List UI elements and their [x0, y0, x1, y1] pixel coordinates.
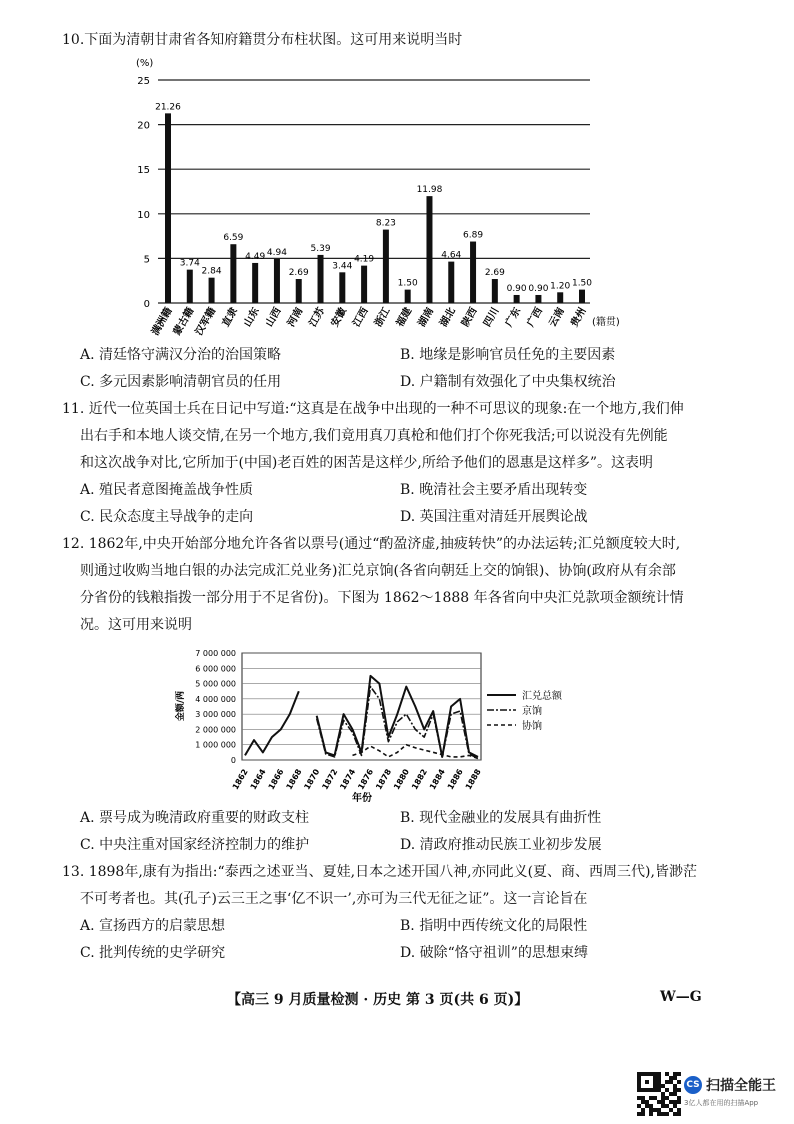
line-x-tick-label: 1878: [374, 767, 394, 792]
bar-value-label: 11.98: [416, 185, 443, 196]
bar-value-label: 21.26: [155, 102, 181, 113]
bar-value-label: 4.49: [245, 251, 266, 262]
line-x-tick-label: 1864: [248, 767, 268, 792]
bar-y-tick-label: 5: [143, 254, 150, 266]
q12-line-3: 分省份的钱粮指拨一部分用于不足省份)。下图为 1862～1888 年各省向中央汇兑款项金额统计情: [80, 590, 684, 606]
bar-category-label: 河南: [285, 306, 306, 329]
bar-value-label: 3.74: [179, 258, 200, 269]
bar-value-label: 6.59: [223, 233, 244, 244]
line-x-axis-label: 年份: [352, 793, 372, 804]
q13-option-c[interactable]: C. 批判传统的史学研究: [80, 945, 226, 961]
bar: [361, 266, 367, 303]
bar-category-label: 四川: [481, 306, 502, 329]
line-x-tick-label: 1884: [427, 767, 447, 792]
footer-code: W—G: [660, 989, 702, 1005]
bar-value-label: 4.64: [441, 250, 462, 261]
line-x-tick-label: 1886: [445, 767, 465, 792]
q11-option-d[interactable]: D. 英国注重对清廷开展舆论战: [400, 509, 588, 525]
line-y-tick-label: 5 000 000: [195, 679, 236, 689]
bar-category-label: 湖北: [438, 306, 458, 329]
bar-value-label: 5.39: [310, 243, 331, 254]
bar-category-label: 安徽: [329, 306, 349, 329]
bar: [209, 278, 215, 303]
qr-code-icon: [637, 1072, 681, 1116]
line-y-tick-label: 1 000 000: [195, 740, 236, 750]
q11-option-a[interactable]: A. 殖民者意图掩盖战争性质: [80, 482, 254, 498]
line-y-tick-label: 2 000 000: [195, 725, 236, 735]
bar-category-label: 满洲籍: [150, 306, 175, 338]
q11-option-c[interactable]: C. 民众态度主导战争的走向: [80, 509, 254, 525]
line-x-tick-label: 1872: [320, 767, 340, 792]
bar-value-label: 6.89: [463, 230, 484, 241]
q12-option-c[interactable]: C. 中央注重对国家经济控制力的维护: [80, 837, 310, 853]
bar-category-label: 云南: [547, 306, 567, 329]
line-y-tick-label: 0: [230, 756, 236, 765]
bar-value-label: 1.50: [571, 278, 593, 289]
q12-line-2: 则通过收购当地白银的办法完成汇兑业务)汇兑京饷(各省向朝廷上交的饷银)、协饷(政府从有余部: [80, 563, 676, 579]
line-x-tick-label: 1868: [284, 767, 304, 792]
q12-line-1: 12. 1862年,中央开始部分地允许各省以票号(通过“酌盈济虚,抽疲转快”的办法运转;汇兑额度较大时,: [62, 536, 681, 552]
q12-option-b[interactable]: B. 现代金融业的发展具有曲折性: [400, 810, 602, 826]
bar-value-label: 8.23: [375, 218, 396, 229]
q11-line-1: 11. 近代一位英国士兵在日记中写道:“这真是在战争中出现的一种不可思议的现象:在一个地方,我们伸: [62, 401, 684, 417]
bar-y-tick-label: 10: [137, 209, 150, 221]
bar-category-label: 贵州: [569, 306, 589, 329]
bar-category-label: 江苏: [307, 306, 328, 329]
bar: [579, 290, 585, 303]
line-y-tick-label: 3 000 000: [195, 710, 236, 720]
bar-category-label: 江西: [351, 306, 371, 329]
bar: [339, 272, 345, 303]
bar-value-label: 0.90: [506, 283, 527, 294]
line-x-tick-label: 1874: [338, 767, 358, 792]
bar: [165, 113, 171, 303]
bar-value-label: 2.84: [201, 266, 222, 277]
bar-x-axis-label: (籍贯): [592, 317, 620, 328]
legend-label: 汇兑总额: [522, 691, 562, 702]
q12-option-d[interactable]: D. 清政府推动民族工业初步发展: [400, 837, 602, 853]
line-x-tick-label: 1862: [230, 767, 250, 792]
bar-y-tick-label: 25: [137, 76, 150, 87]
bar-y-tick-label: 15: [137, 165, 150, 177]
bar: [514, 295, 520, 303]
line-y-axis-label: 金额/两: [176, 690, 186, 722]
bar-category-label: 蒙古籍: [171, 306, 197, 338]
bar-category-label: 广东: [503, 306, 524, 329]
bar: [426, 196, 432, 303]
q12-line-4: 况。这可用来说明: [80, 617, 192, 633]
legend-label: 京饷: [522, 706, 542, 717]
scanner-app-name: 扫描全能王: [706, 1078, 776, 1094]
q13-option-a[interactable]: A. 宣扬西方的启蒙思想: [80, 918, 226, 934]
q11-line-2: 出右手和本地人谈交情,在另一个地方,我们竟用真刀真枪和他们打个你死我活;可以说没有先例能: [80, 428, 668, 444]
q10-option-b[interactable]: B. 地缘是影响官员任免的主要因素: [400, 347, 616, 363]
bar-value-label: 0.90: [528, 283, 549, 294]
line-x-tick-label: 1870: [302, 767, 322, 792]
q10-stem: 10.下面为清朝甘肃省各知府籍贯分布柱状图。这可用来说明当时: [62, 32, 463, 48]
q13-line-1: 13. 1898年,康有为指出:“泰西之述亚当、夏娃,日本之述开国八神,亦同此义(夏、商、西周三代),皆渺茫: [62, 864, 697, 880]
bar-chart-gansu-prefects: [0, 0, 794, 345]
scanner-app-tagline: 3亿人都在用的扫描App: [684, 1099, 759, 1107]
bar-value-label: 4.19: [354, 254, 375, 265]
q13-option-d[interactable]: D. 破除“恪守祖训”的思想束缚: [400, 945, 588, 961]
line-series-dashed: [353, 745, 479, 759]
q13-line-2: 不可考者也。其(孔子)云三王之事‘亿不识一’,亦可为三代无征之证”。这一言论旨在: [80, 891, 588, 907]
line-x-tick-label: 1888: [463, 767, 483, 792]
bar-category-label: 山西: [264, 306, 284, 329]
line-x-tick-label: 1882: [410, 767, 429, 792]
line-y-tick-label: 4 000 000: [195, 694, 236, 704]
legend-label: 协饷: [522, 721, 542, 732]
bar-y-tick-label: 20: [137, 120, 150, 132]
bar-category-label: 浙江: [372, 306, 393, 329]
line-x-tick-label: 1876: [356, 767, 376, 792]
camscanner-logo-icon: CS: [684, 1076, 702, 1094]
q10-option-c[interactable]: C. 多元因素影响清朝官员的任用: [80, 374, 282, 390]
q12-option-a[interactable]: A. 票号成为晚清政府重要的财政支柱: [80, 810, 310, 826]
bar-value-label: 4.94: [266, 247, 287, 258]
bar: [535, 295, 541, 303]
bar-category-label: 陕西: [460, 306, 480, 329]
bar: [252, 263, 258, 303]
line-chart-remittances: [0, 640, 794, 805]
bar: [187, 270, 193, 303]
bar: [318, 255, 324, 303]
bar: [383, 230, 389, 303]
line-y-tick-label: 7 000 000: [195, 649, 236, 658]
bar-value-label: 2.69: [288, 268, 309, 279]
bar-value-label: 3.44: [332, 261, 353, 272]
bar-category-label: 汉军籍: [193, 306, 219, 338]
q13-option-b[interactable]: B. 指明中西传统文化的局限性: [400, 918, 588, 934]
bar-category-label: 直隶: [220, 306, 240, 329]
bar: [405, 290, 411, 303]
bar-y-tick-label: 0: [143, 299, 150, 310]
bar-category-label: 山东: [242, 306, 262, 329]
bar-category-label: 福建: [394, 306, 415, 329]
bar: [492, 279, 498, 303]
q11-option-b[interactable]: B. 晚清社会主要矛盾出现转变: [400, 482, 588, 498]
bar-y-axis-label: (%): [136, 58, 154, 69]
bar: [448, 262, 454, 303]
bar-category-label: 湖南: [416, 306, 437, 329]
q11-line-3: 和这次战争对比,它所加于(中国)老百姓的困苦是这样少,所给予他们的恩惠是这样多”。这表明: [80, 455, 653, 471]
q10-option-a[interactable]: A. 清廷恪守满汉分治的治国策略: [80, 347, 282, 363]
footer-title: 【高三 9 月质量检测 · 历史 第 3 页(共 6 页)】: [227, 992, 529, 1008]
bar: [470, 242, 476, 303]
line-x-tick-label: 1866: [266, 767, 286, 792]
bar: [557, 292, 563, 303]
q10-option-d[interactable]: D. 户籍制有效强化了中央集权统治: [400, 374, 616, 390]
bar-value-label: 1.50: [397, 278, 418, 289]
bar-category-label: 广西: [525, 306, 546, 329]
bar: [274, 259, 280, 303]
bar-value-label: 2.69: [484, 268, 505, 279]
bar: [230, 244, 236, 303]
line-x-tick-label: 1880: [392, 767, 412, 792]
bar-value-label: 1.20: [550, 281, 571, 292]
line-y-tick-label: 6 000 000: [195, 664, 236, 674]
bar: [296, 279, 302, 303]
